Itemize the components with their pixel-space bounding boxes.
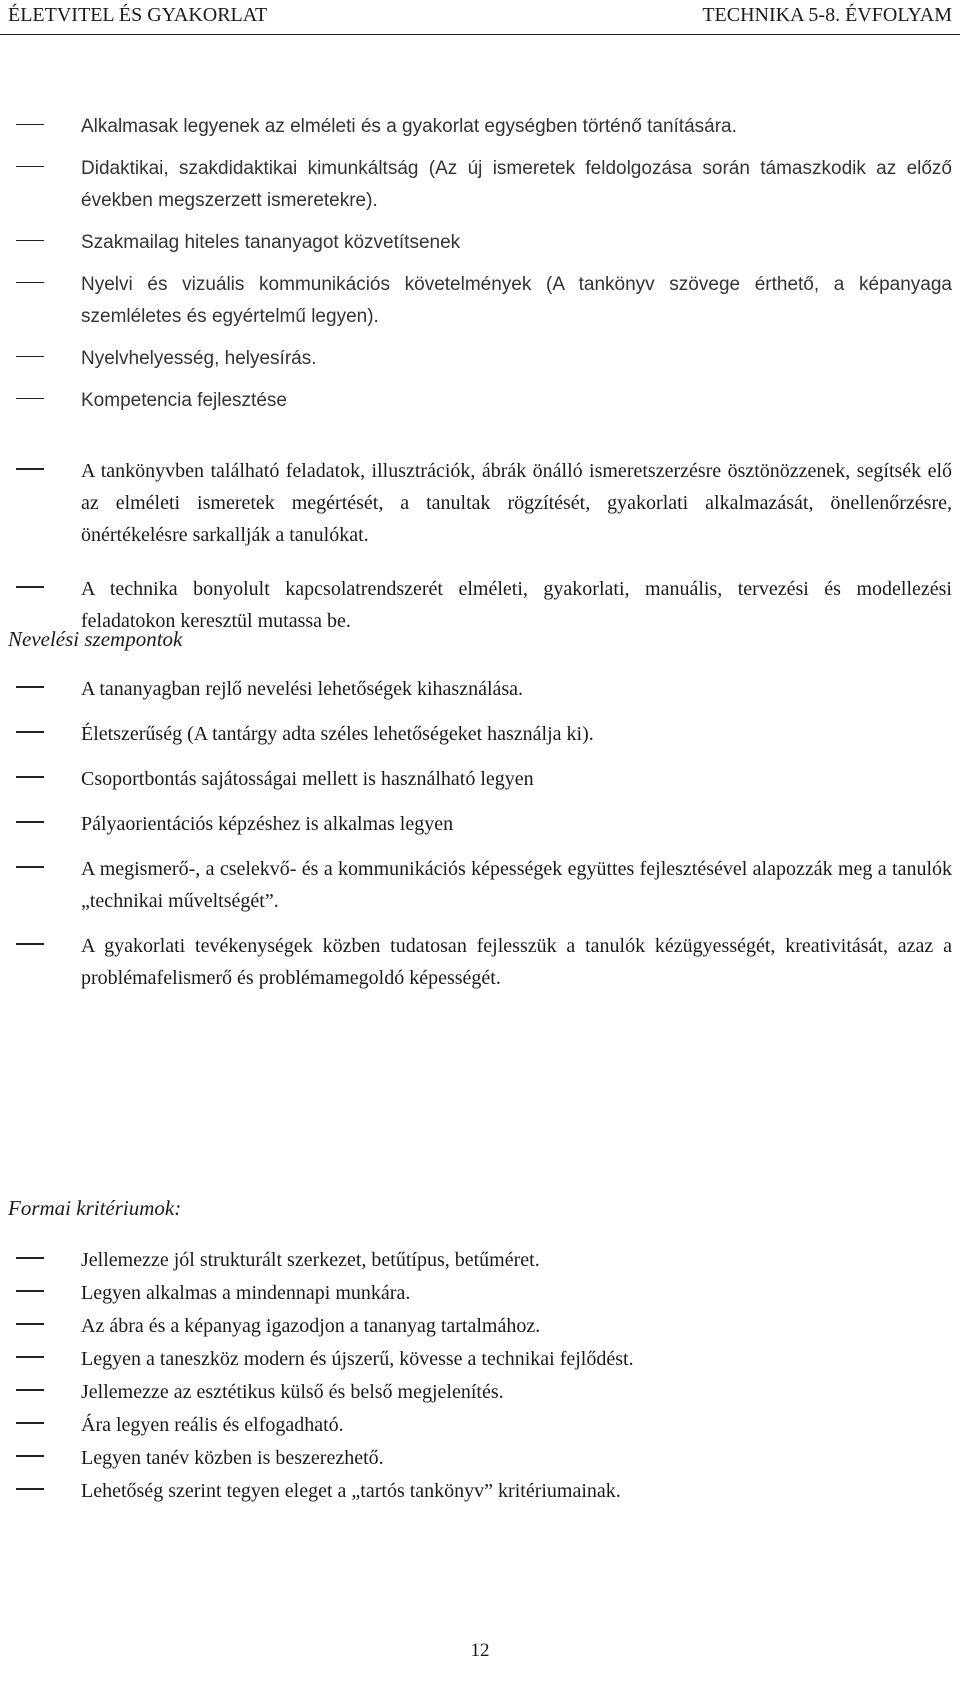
list-item: Legyen alkalmas a mindennapi munkára. (8, 1277, 952, 1309)
list-item: Didaktikai, szakdidaktikai kimunkáltság (Az új ismeretek feldolgozása során támaszkodik az előző években megszerzett ismeretekre). (8, 153, 952, 217)
list-item: Csoportbontás sajátosságai mellett is használható legyen (8, 763, 952, 795)
list-item: Nyelvhelyesség, helyesírás. (8, 343, 952, 375)
requirements-list (8, 111, 952, 417)
list-item: Lehetőség szerint tegyen eleget a „tartós tankönyv” kritériumainak. (8, 1475, 952, 1507)
section-heading-formal: Formai kritériumok: (8, 1196, 182, 1220)
educational-list (8, 673, 952, 994)
list-item: Kompetencia fejlesztése (8, 385, 952, 417)
list-item: Pályaorientációs képzéshez is alkalmas legyen (8, 808, 952, 840)
list-item: Életszerűség (A tantárgy adta széles lehetőségeket használja ki). (8, 718, 952, 750)
list-item: A megismerő-, a cselekvő- és a kommunikációs képességek együttes fejlesztésével alapozzák meg a tanulók „technikai műveltségét”. (8, 853, 952, 917)
header-left-title: ÉLETVITEL ÉS GYAKORLAT (8, 4, 268, 26)
competence-list (8, 455, 952, 637)
list-item: Legyen a taneszköz modern és újszerű, kövesse a technikai fejlődést. (8, 1343, 952, 1375)
list-item: A tankönyvben található feladatok, illusztrációk, ábrák önálló ismeretszerzésre ösztönözzenek, segítsék elő az elméleti ismeretek megértését, a tanultak rögzítését, gyakorlati alkalmazását, önellenőrzésre, önértékelésre sarkallják a tanulókat. (8, 455, 952, 551)
list-item: Az ábra és a képanyag igazodjon a tananyag tartalmához. (8, 1310, 952, 1342)
section-heading-educational: Nevelési szempontok (8, 627, 183, 651)
list-item: A gyakorlati tevékenységek közben tudatosan fejlesszük a tanulók kézügyességét, kreativitását, azaz a problémafelismerő és problémamegoldó képességét. (8, 930, 952, 994)
page-number: 12 (470, 1640, 490, 1661)
list-item: Jellemezze az esztétikus külső és belső megjelenítés. (8, 1376, 952, 1408)
list-item: Nyelvi és vizuális kommunikációs követelmények (A tankönyv szövege érthető, a képanyaga szemléletes és egyértelmű legyen). (8, 269, 952, 333)
list-item: Alkalmasak legyenek az elméleti és a gyakorlat egységben történő tanítására. (8, 111, 952, 143)
list-item: Jellemezze jól strukturált szerkezet, betűtípus, betűméret. (8, 1244, 952, 1276)
list-item: Ára legyen reális és elfogadható. (8, 1409, 952, 1441)
header-right-title: TECHNIKA 5-8. ÉVFOLYAM (702, 4, 952, 26)
list-item: Legyen tanév közben is beszerezhető. (8, 1442, 952, 1474)
list-item: Szakmailag hiteles tananyagot közvetítsenek (8, 227, 952, 259)
page-header (0, 0, 960, 35)
list-item: A technika bonyolult kapcsolatrendszerét elméleti, gyakorlati, manuális, tervezési és modellezési feladatokon keresztül mutassa be. (8, 573, 952, 637)
formal-criteria-list (8, 1244, 952, 1507)
list-item: A tananyagban rejlő nevelési lehetőségek kihasználása. (8, 673, 952, 705)
